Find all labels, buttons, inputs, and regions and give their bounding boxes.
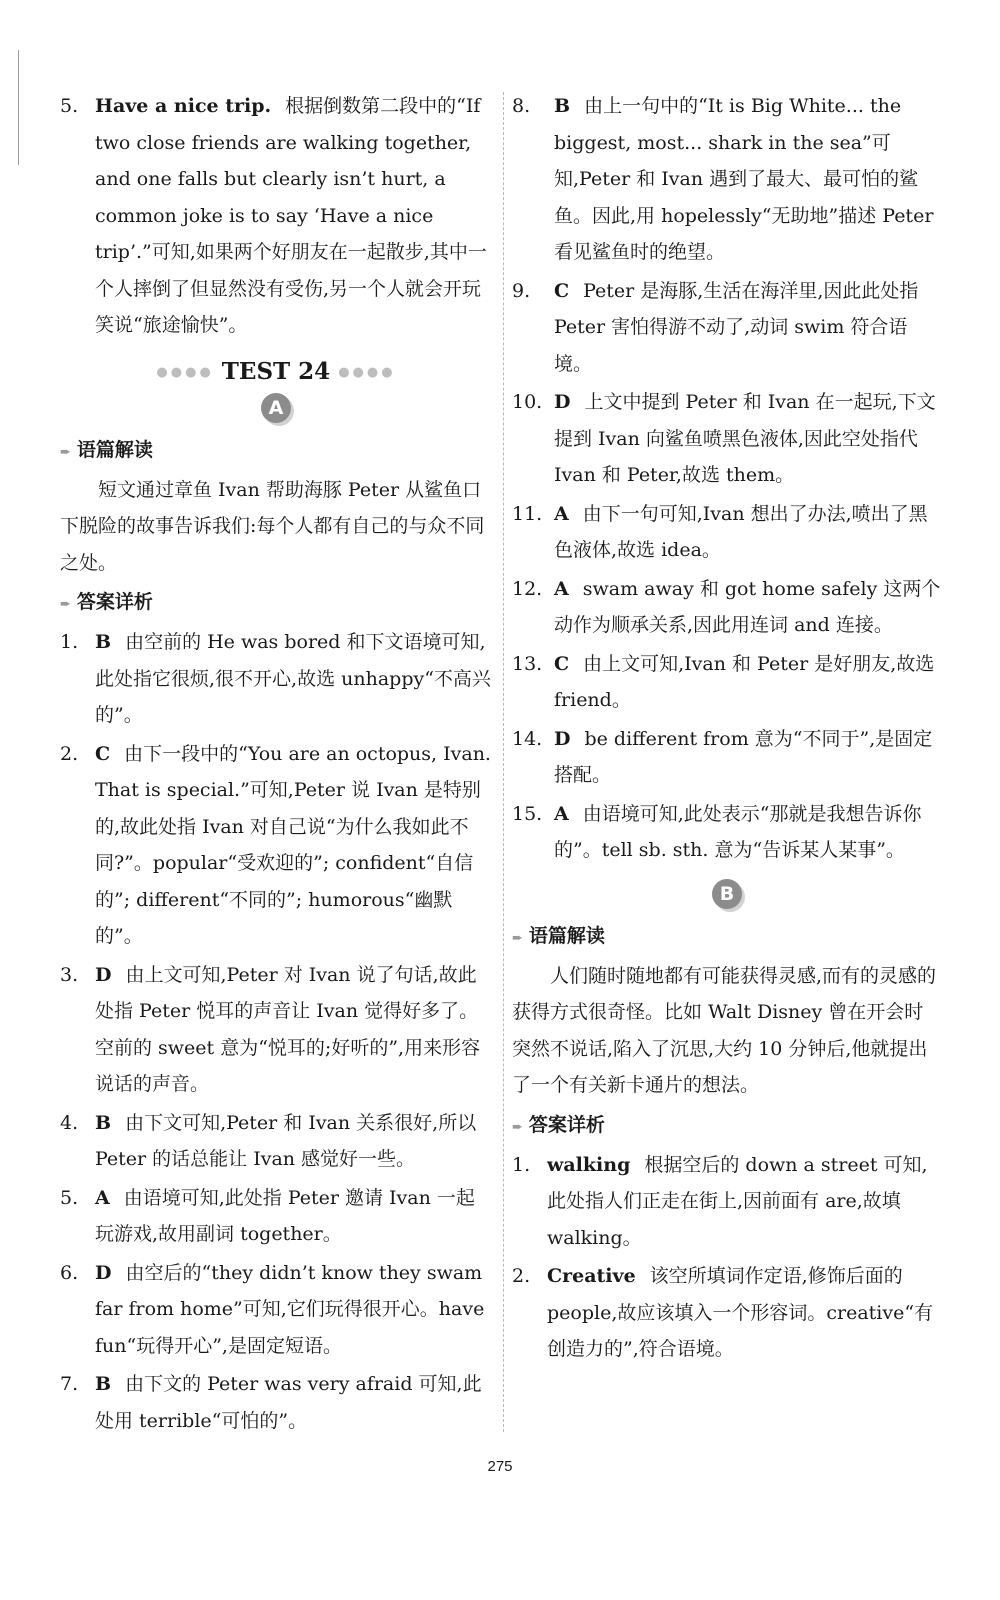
item-number: 1. xyxy=(512,1153,531,1176)
left-column xyxy=(60,88,492,1441)
item-explanation: swam away 和 got home safely 这两个动作为顺承关系,因此用连词 and 连接。 xyxy=(554,577,941,636)
answer-item xyxy=(512,496,942,569)
item-number: 8. xyxy=(512,95,531,117)
item-number: 4. xyxy=(60,1111,79,1134)
item-explanation: 根据倒数第二段中的“If two close friends are walking together, and one falls but clearly isn’t hurt, a common joke is to say ‘Have a nice trip’.”可知,如果两个好朋友在一起散步,其中一个人摔倒了但显然没有受伤,另一个人就会开玩笑说“旅途愉快”。 xyxy=(95,95,487,336)
item-answer: B xyxy=(95,1373,112,1395)
item-explanation: 由下文的 Peter was very afraid 可知,此处用 terrible“可怕的”。 xyxy=(95,1373,482,1432)
answer-item xyxy=(60,957,492,1103)
answers-heading-a: ➨ 答案详析 xyxy=(60,591,153,613)
item-number: 12. xyxy=(512,577,543,600)
decorative-dots-left: ●●●● xyxy=(156,365,214,380)
answer-item xyxy=(512,273,942,383)
item-answer: D xyxy=(554,391,571,413)
answer-item xyxy=(60,1366,492,1439)
item-answer: C xyxy=(554,279,570,302)
reading-text-a: 短文通过章鱼 Ivan 帮助海豚 Peter 从鲨鱼口下脱险的故事告诉我们:每个人都有自己的与众不同之处。 xyxy=(60,478,485,574)
reading-text-b: 人们随时随地都有可能获得灵感,而有的灵感的获得方式很奇怪。比如 Walt Disney 曾在开会时突然不说话,陷入了沉思,大约 10 分钟后,他就提出了一个有关新卡通片的想法。 xyxy=(512,964,937,1096)
answer-item-prev-5 xyxy=(60,88,492,344)
right-column xyxy=(512,88,942,1370)
answer-item xyxy=(512,796,942,869)
item-answer: B xyxy=(554,95,571,117)
item-explanation: 上文中提到 Peter 和 Ivan 在一起玩,下文提到 Ivan 向鲨鱼喷黑色液体,因此空处指代 Ivan 和 Peter,故选 them。 xyxy=(554,391,936,486)
item-answer: B xyxy=(95,1111,112,1134)
item-number: 2. xyxy=(60,742,79,765)
item-explanation: 根据空后的 down a street 可知,此处指人们正走在街上,因前面有 are,故填 walking。 xyxy=(547,1153,928,1249)
page-number: 275 xyxy=(487,1458,513,1475)
item-answer: A xyxy=(554,502,569,525)
answer-item xyxy=(512,646,942,719)
item-number: 7. xyxy=(60,1373,79,1395)
section-b-badge-wrap xyxy=(512,879,942,909)
answer-item xyxy=(60,1180,492,1253)
item-answer: D xyxy=(95,1261,112,1284)
answer-item xyxy=(512,88,942,271)
answer-item xyxy=(60,624,492,734)
item-answer: C xyxy=(554,652,570,675)
item-number: 9. xyxy=(512,279,531,302)
item-answer: Have a nice trip. xyxy=(95,95,272,117)
item-number: 14. xyxy=(512,727,543,750)
test-title: ●●●● TEST 24 ●●●● xyxy=(156,357,396,385)
item-answer: D xyxy=(554,727,571,750)
item-number: 15. xyxy=(512,802,543,825)
answer-item xyxy=(512,1258,942,1368)
answer-list-b xyxy=(512,1147,942,1368)
item-answer: B xyxy=(95,631,112,653)
decorative-dots-right: ●●●● xyxy=(338,365,396,380)
item-number: 3. xyxy=(60,963,79,986)
arrow-icon: ➨ xyxy=(512,1119,523,1135)
reading-heading-b: ➨ 语篇解读 xyxy=(512,924,605,947)
answer-list-a-right xyxy=(512,88,942,869)
answer-item xyxy=(512,571,942,644)
column-divider xyxy=(503,92,504,1432)
item-answer: A xyxy=(95,1186,110,1209)
answer-item xyxy=(60,736,492,955)
item-explanation: 由空后的“they didn’t know they swam far from home”可知,它们玩得很开心。have fun“玩得开心”,是固定短语。 xyxy=(95,1261,485,1357)
item-explanation: 由上文可知,Ivan 和 Peter 是好朋友,故选 friend。 xyxy=(554,652,935,711)
item-answer: D xyxy=(95,963,112,986)
item-answer: walking xyxy=(547,1153,631,1176)
item-explanation: 由上文可知,Peter 对 Ivan 说了句话,故此处指 Peter 悦耳的声音让 Ivan 觉得好多了。空前的 sweet 意为“悦耳的;好听的”,用来形容说话的声音。 xyxy=(95,963,481,1095)
item-explanation: 该空所填词作定语,修饰后面的 people,故应该填入一个形容词。creative“有创造力的”,符合语境。 xyxy=(547,1265,934,1360)
item-answer: A xyxy=(554,802,569,825)
answer-item xyxy=(512,384,942,494)
section-b-badge: B xyxy=(712,879,742,909)
section-a-badge: A xyxy=(261,393,291,423)
reading-heading-a: ➨ 语篇解读 xyxy=(60,438,153,461)
answer-item xyxy=(512,1147,942,1257)
item-number: 11. xyxy=(512,502,543,525)
item-explanation: 由下文可知,Peter 和 Ivan 关系很好,所以 Peter 的话总能让 Ivan 感觉好一些。 xyxy=(95,1111,477,1170)
item-number: 2. xyxy=(512,1265,531,1287)
page-edge-line xyxy=(18,50,19,165)
item-explanation: be different from 意为“不同于”,是固定搭配。 xyxy=(554,727,933,786)
item-explanation: 由下一段中的“You are an octopus, Ivan. That is special.”可知,Peter 说 Ivan 是特别的,故此处指 Ivan 对自己说“为什么我如此不同?”。popular“受欢迎的”; confident“自信的”; different“不同的”; humorous“幽默的”。 xyxy=(95,742,491,947)
item-number: 13. xyxy=(512,652,543,675)
answers-heading-b: ➨ 答案详析 xyxy=(512,1113,605,1136)
answer-list-a-left xyxy=(60,624,492,1439)
section-a-badge-wrap xyxy=(60,393,492,423)
item-number: 10. xyxy=(512,391,543,413)
answer-item xyxy=(512,721,942,794)
answer-item xyxy=(60,1105,492,1178)
arrow-icon: ➨ xyxy=(512,930,523,946)
item-number: 5. xyxy=(60,1186,79,1209)
answer-item xyxy=(60,1255,492,1365)
item-explanation: 由下一句可知,Ivan 想出了办法,喷出了黑色液体,故选 idea。 xyxy=(554,502,928,561)
item-explanation: 由语境可知,此处指 Peter 邀请 Ivan 一起玩游戏,故用副词 together。 xyxy=(95,1186,475,1245)
item-explanation: 由语境可知,此处表示“那就是我想告诉你的”。tell sb. sth. 意为“告诉某人某事”。 xyxy=(554,802,922,861)
item-explanation: 由上一句中的“It is Big White... the biggest, most... shark in the sea”可知,Peter 和 Ivan 遇到了最大、最可怕的鲨鱼。因此,用 hopelessly“无助地”描述 Peter 看见鲨鱼时的绝望。 xyxy=(554,95,934,263)
item-answer: A xyxy=(554,577,569,600)
item-explanation: 由空前的 He was bored 和下文语境可知,此处指它很烦,很不开心,故选 unhappy“不高兴的”。 xyxy=(95,631,491,726)
item-explanation: Peter 是海豚,生活在海洋里,因此此处指 Peter 害怕得游不动了,动词 swim 符合语境。 xyxy=(554,279,919,375)
item-answer: C xyxy=(95,742,111,765)
arrow-icon: ➨ xyxy=(60,597,71,612)
item-number: 6. xyxy=(60,1261,79,1284)
item-answer: Creative xyxy=(547,1265,636,1287)
arrow-icon: ➨ xyxy=(60,444,71,460)
item-number: 5. xyxy=(60,95,79,117)
item-number: 1. xyxy=(60,631,79,653)
